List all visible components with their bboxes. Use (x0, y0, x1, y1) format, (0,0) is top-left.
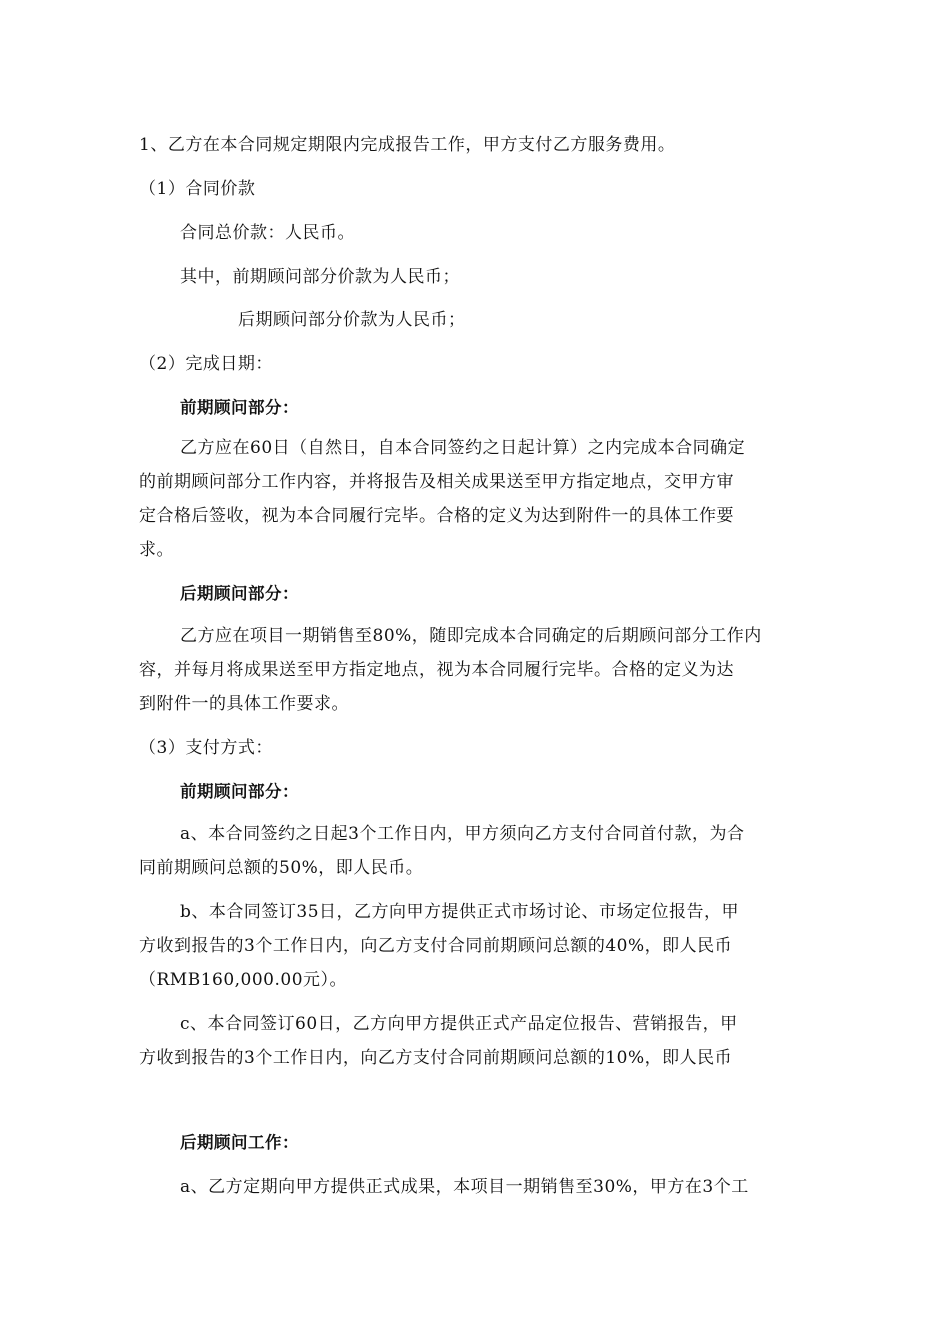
completion-early-title: 前期顾问部分： (180, 398, 299, 417)
payment-late-title: 后期顾问工作： (180, 1133, 299, 1152)
section-2-heading: （2）完成日期： (139, 354, 273, 374)
completion-early-line: 求。 (139, 540, 174, 560)
completion-late-line: 到附件一的具体工作要求。 (139, 694, 349, 714)
payment-early-title: 前期顾问部分： (180, 782, 299, 801)
payment-b-line: b、本合同签订35日，乙方向甲方提供正式市场讨论、市场定位报告，甲 (180, 902, 740, 922)
section-1-heading: （1）合同价款 (139, 179, 256, 199)
payment-c-line: c、本合同签订60日，乙方向甲方提供正式产品定位报告、营销报告，甲 (180, 1014, 738, 1034)
payment-a-line: a、本合同签约之日起3个工作日内，甲方须向乙方支付合同首付款，为合 (180, 824, 745, 844)
payment-b-line: 方收到报告的3个工作日内，向乙方支付合同前期顾问总额的40%，即人民币 (139, 936, 733, 956)
late-price-text: 后期顾问部分价款为人民币； (238, 310, 466, 330)
completion-early-line: 乙方应在60日（自然日，自本合同签约之日起计算）之内完成本合同确定 (180, 438, 746, 458)
completion-early-line: 定合格后签收，视为本合同履行完毕。合格的定义为达到附件一的具体工作要 (139, 506, 734, 526)
payment-c-line: 方收到报告的3个工作日内，向乙方支付合同前期顾问总额的10%，即人民币 (139, 1048, 733, 1068)
completion-late-line: 乙方应在项目一期销售至80%，随即完成本合同确定的后期顾问部分工作内 (180, 626, 762, 646)
early-price-text: 其中，前期顾问部分价款为人民币； (180, 267, 460, 287)
payment-a-line: 同前期顾问总额的50%，即人民币。 (139, 858, 424, 878)
section-3-heading: （3）支付方式： (139, 738, 273, 758)
clause-1-text: 1、乙方在本合同规定期限内完成报告工作，甲方支付乙方服务费用。 (139, 135, 676, 155)
payment-late-a-line: a、乙方定期向甲方提供正式成果，本项目一期销售至30%，甲方在3个工 (180, 1177, 749, 1197)
total-price-text: 合同总价款：人民币。 (180, 223, 355, 243)
completion-early-line: 的前期顾问部分工作内容，并将报告及相关成果送至甲方指定地点，交甲方审 (139, 472, 734, 492)
completion-late-line: 容，并每月将成果送至甲方指定地点，视为本合同履行完毕。合格的定义为达 (139, 660, 734, 680)
completion-late-title: 后期顾问部分： (180, 584, 299, 603)
payment-b-line: （RMB160,000.00元）。 (139, 970, 348, 990)
